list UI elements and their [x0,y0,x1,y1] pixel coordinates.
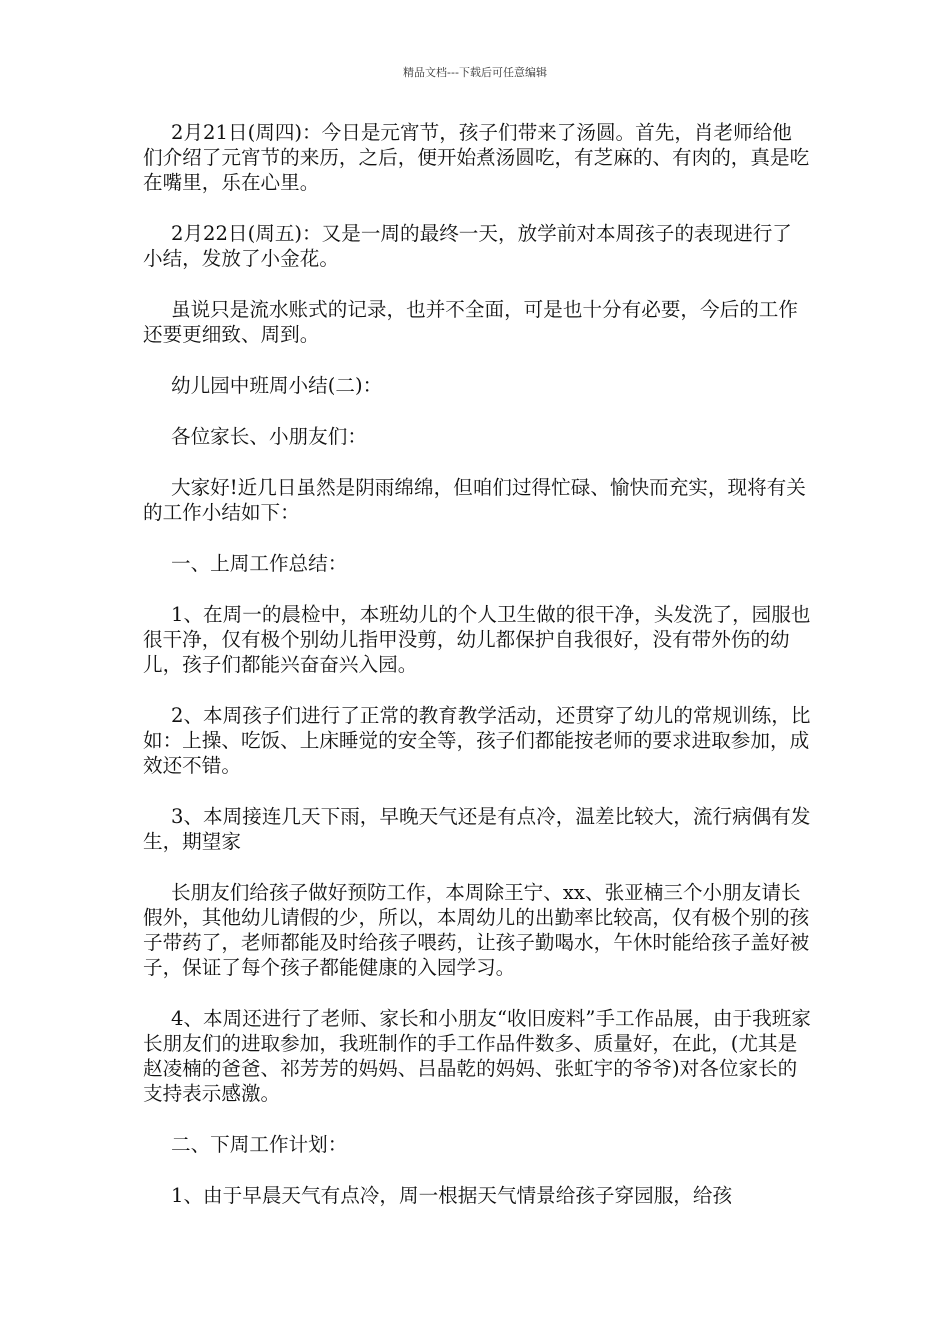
list-item-handcraft-exhibition: 4、本周还进行了老师、家长和小朋友“收旧废料”手工作品展，由于我班家长朋友们的进取参加，我班制作的手工作品件数多、质量好，在此，(尤其是赵凌楠的爸爸、祁芳芳的妈妈、吕晶乾的妈妈、张虹宇的爷爷)对各位家长的支持表示感激。 [143,1007,811,1105]
paragraph-attendance: 长朋友们给孩子做好预防工作，本周除王宁、xx、张亚楠三个小朋友请长假外，其他幼儿请假的少，所以，本周幼儿的出勤率比较高，仅有极个别的孩子带药了，老师都能及时给孩子喂药，让孩子勤喝水，午休时能给孩子盖好被子，保证了每个孩子都能健康的入园学习。 [143,881,810,979]
list-item-teaching: 2、本周孩子们进行了正常的教育教学活动，还贯穿了幼儿的常规训练，比如：上操、吃饭、上床睡觉的安全等，孩子们都能按老师的要求进取参加，成效还不错。 [143,704,811,777]
paragraph-record-note: 虽说只是流水账式的记录，也并不全面，可是也十分有必要，今后的工作还要更细致、周到。 [143,298,798,346]
document-body [143,120,811,1234]
heading-next-week-plan: 二、下周工作计划： [171,1133,348,1156]
list-item-hygiene: 1、在周一的晨检中，本班幼儿的个人卫生做的很干净，头发洗了，园服也很干净，仅有极个别幼儿指甲没剪，幼儿都保护自我很好，没有带外伤的幼儿，孩子们都能兴奋奋兴入园。 [143,603,811,676]
paragraph-greeting: 大家好!近几日虽然是阴雨绵绵，但咱们过得忙碌、愉快而充实，现将有关的工作小结如下： [143,476,806,524]
section-title: 幼儿园中班周小结(二)： [171,374,383,397]
paragraph-friday-summary: 2月22日(周五)：又是一周的最终一天，放学前对本周孩子的表现进行了小结，发放了小金花。 [143,222,792,270]
salutation: 各位家长、小朋友们： [171,425,367,448]
page-header: 精品文档---下载后可任意编辑 [403,66,547,79]
list-item-weather: 3、本周接连几天下雨，早晚天气还是有点冷，温差比较大，流行病偶有发生，期望家 [143,805,811,853]
list-item-uniform: 1、由于早晨天气有点冷，周一根据天气情景给孩子穿园服，给孩 [171,1184,733,1207]
heading-last-week-summary: 一、上周工作总结： [171,552,348,575]
paragraph-lantern-festival: 2月21日(周四)：今日是元宵节，孩子们带来了汤圆。首先，肖老师给他们介绍了元宵节的来历，之后，便开始煮汤圆吃，有芝麻的、有肉的，真是吃在嘴里，乐在心里。 [143,121,810,194]
